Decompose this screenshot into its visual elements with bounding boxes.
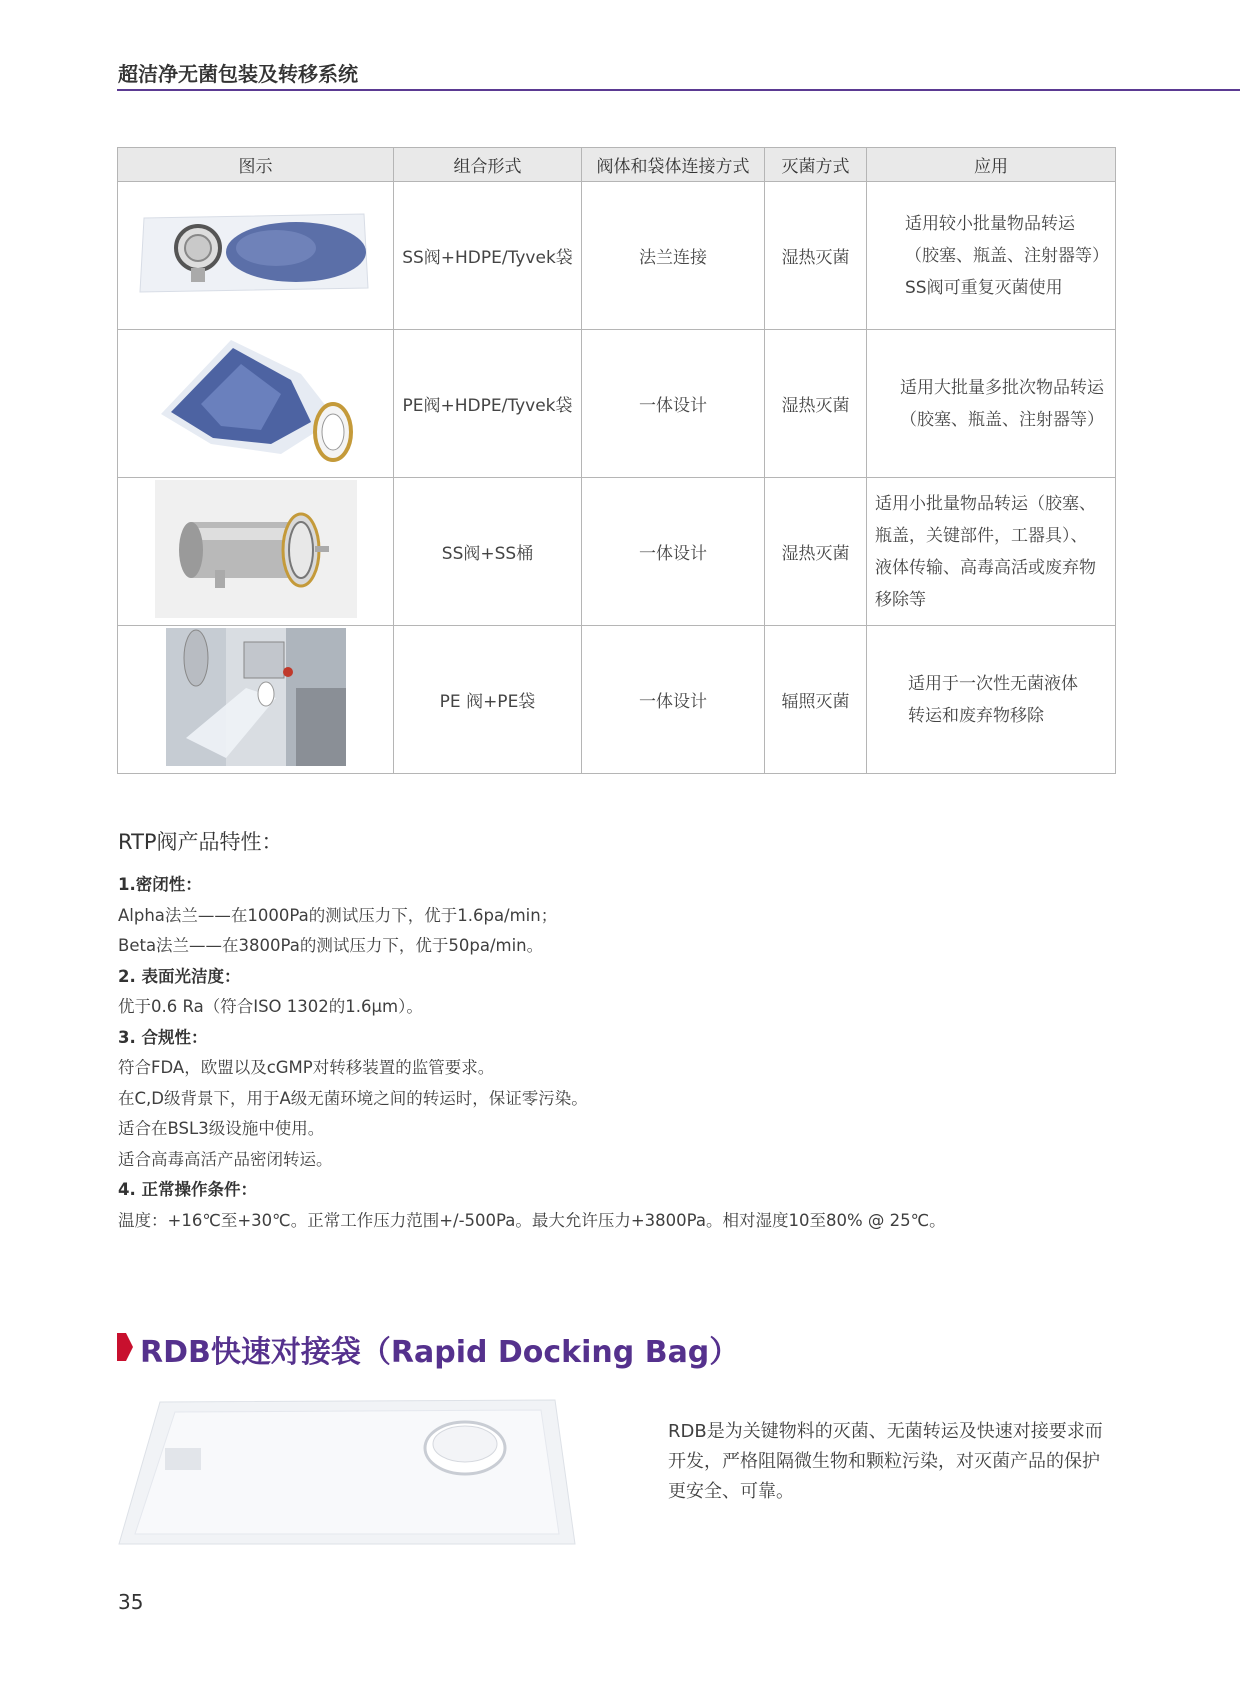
feature-heading: 2. 表面光洁度： <box>118 966 241 986</box>
feature-line: 温度：+16℃至+30℃。正常工作压力范围+/-500Pa。最大允许压力+3800Pa。相对湿度10至80% @ 25℃。 <box>118 1210 946 1230</box>
rdb-section-title: RDB快速对接袋（Rapid Docking Bag） <box>140 1335 740 1370</box>
table-row <box>118 478 1116 626</box>
combo-cell: PE阀+HDPE/Tyvek袋 <box>394 330 582 478</box>
rdb-description-line: 更安全、可靠。 <box>668 1481 794 1502</box>
application-cell <box>867 478 1116 626</box>
header-cell: 灭菌方式 <box>765 148 867 182</box>
page-number: 35 <box>118 1590 144 1614</box>
combo-cell: PE 阀+PE袋 <box>394 626 582 774</box>
ss-valve-hdpe-bag-photo <box>136 208 376 298</box>
image-cell <box>118 478 394 626</box>
connection-cell: 法兰连接 <box>582 182 765 330</box>
header-divider <box>117 89 1240 91</box>
image-cell <box>118 182 394 330</box>
product-spec-table <box>117 147 1116 774</box>
application-line: 移除等 <box>875 589 926 610</box>
application-line: （胶塞、瓶盖、注射器等） <box>905 245 1109 266</box>
header-cell: 组合形式 <box>394 148 582 182</box>
rapid-docking-bag-photo <box>115 1398 585 1546</box>
feature-line: Beta法兰——在3800Pa的测试压力下，优于50pa/min。 <box>118 936 544 955</box>
rdb-description <box>668 1417 1128 1507</box>
rdb-description-line: RDB是为关键物料的灭菌、无菌转运及快速对接要求而 <box>668 1421 1103 1442</box>
table-row <box>118 626 1116 774</box>
application-line: 转运和废弃物移除 <box>908 705 1044 726</box>
feature-line: 符合FDA，欧盟以及cGMP对转移装置的监管要求。 <box>118 1058 495 1077</box>
sterilization-cell: 湿热灭菌 <box>765 478 867 626</box>
feature-line: Alpha法兰——在1000Pa的测试压力下，优于1.6pa/min； <box>118 905 558 925</box>
combo-cell: SS阀+SS桶 <box>394 478 582 626</box>
feature-line: 适合高毒高活产品密闭转运。 <box>118 1149 333 1169</box>
image-cell <box>118 330 394 478</box>
application-cell <box>867 626 1116 774</box>
feature-heading: 4. 正常操作条件： <box>118 1180 257 1199</box>
connection-cell: 一体设计 <box>582 478 765 626</box>
sterilization-cell: 湿热灭菌 <box>765 330 867 478</box>
feature-line: 适合在BSL3级设施中使用。 <box>118 1119 325 1138</box>
application-line: （胶塞、瓶盖、注射器等） <box>900 409 1104 430</box>
image-cell <box>118 626 394 774</box>
section-marker-icon <box>117 1333 133 1361</box>
application-line: 适用小批量物品转运（胶塞、 <box>875 493 1096 514</box>
table-row <box>118 330 1116 478</box>
sterilization-cell: 辐照灭菌 <box>765 626 867 774</box>
combo-cell: SS阀+HDPE/Tyvek袋 <box>394 182 582 330</box>
pe-valve-pe-bag-photo <box>166 628 346 766</box>
header-cell: 应用 <box>867 148 1116 182</box>
application-line: 适用大批量多批次物品转运 <box>900 377 1104 398</box>
application-line: 液体传输、高毒高活或废弃物 <box>875 557 1096 578</box>
feature-heading: 1.密闭性： <box>118 875 202 894</box>
pe-valve-hdpe-bag-photo <box>151 334 361 469</box>
application-cell <box>867 330 1116 478</box>
application-cell <box>867 182 1116 330</box>
table-row <box>118 182 1116 330</box>
application-line: SS阀可重复灭菌使用 <box>905 277 1063 298</box>
ss-valve-ss-drum-photo <box>155 480 357 618</box>
application-line: 适用较小批量物品转运 <box>905 213 1075 234</box>
feature-line: 优于0.6 Ra（符合ISO 1302的1.6μm）。 <box>118 997 423 1016</box>
feature-heading: 3. 合规性： <box>118 1027 208 1047</box>
header-cell: 图示 <box>118 148 394 182</box>
table-header-row <box>118 148 1116 182</box>
connection-cell: 一体设计 <box>582 626 765 774</box>
feature-line: 在C,D级背景下，用于A级无菌环境之间的转运时，保证零污染。 <box>118 1088 588 1108</box>
connection-cell: 一体设计 <box>582 330 765 478</box>
rdb-description-line: 开发，严格阻隔微生物和颗粒污染，对灭菌产品的保护 <box>668 1451 1100 1472</box>
application-line: 适用于一次性无菌液体 <box>908 673 1078 694</box>
application-line: 瓶盖，关键部件，工器具）、 <box>875 525 1088 546</box>
page-header-title: 超洁净无菌包装及转移系统 <box>118 62 358 86</box>
header-cell: 阀体和袋体连接方式 <box>582 148 765 182</box>
sterilization-cell: 湿热灭菌 <box>765 182 867 330</box>
features-title: RTP阀产品特性： <box>118 830 283 854</box>
